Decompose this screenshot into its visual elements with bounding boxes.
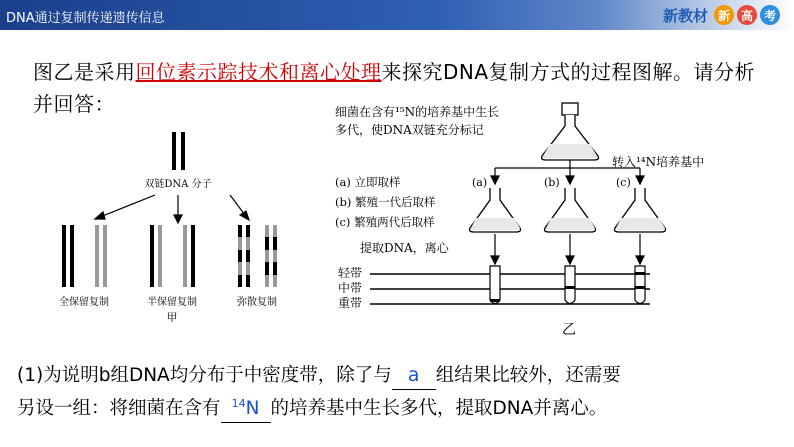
answer-2-sup: 14 [231,397,246,410]
yi-tag-a: (a) [472,176,488,189]
intro-part2: 来探究DNA复制方式的过程图解。请分析并回答： [33,60,756,116]
brand-circle-1: 新 [714,5,734,25]
yi-desc-line1: 细菌在含有¹⁵N的培养基中生长 [335,105,500,119]
answer-blank-1: a [392,363,436,390]
question-line-2 [17,391,607,423]
yi-tag-b: (b) [544,176,560,189]
figure-jia [50,125,290,335]
flask-b [545,188,596,232]
brand-circle-2: 高 [737,5,757,25]
flask-top [542,103,599,160]
jia-label: 甲 [166,311,178,324]
q-line1-part2: 组结果比较外，还需要 [435,365,621,386]
yi-desc-line2: 多代，使DNA双链充分标记 [335,123,484,137]
yi-step-c: (c) 繁殖两代后取样 [335,215,435,229]
yi-label: 乙 [562,322,576,338]
jia-top-label: 双链DNA 分子 [144,179,212,190]
band-heavy-label: 重带 [338,296,363,310]
intro-highlight: 回位素示踪技术和离心处理 [135,60,382,84]
band-mid-label: 中带 [338,281,363,295]
flask-a [470,188,521,232]
brand-text: 新教材 [662,6,708,25]
band-light-label: 轻带 [338,266,363,280]
header-title: DNA通过复制传递遗传信息 [6,11,165,26]
yi-step-a: (a) 立即取样 [335,175,401,189]
yi-tag-c: (c) [616,176,631,189]
answer-blank-2 [221,391,271,423]
question-line-1 [17,363,621,390]
yi-extract: 提取DNA，离心 [360,241,449,255]
q-line2-part1: 另设一组：将细菌在含有 [17,398,221,420]
brand-logo [663,4,780,26]
brand-circle-3: 考 [760,5,780,25]
intro-part1: 图乙是采用 [33,60,136,84]
header-bar [0,0,794,30]
figure-yi [330,100,710,340]
jia-label-disp: 弥散复制 [237,297,277,308]
q-line1-part1: (1)为说明b组DNA均分布于中密度带，除了与 [17,365,392,386]
q-line2-part2: 的培养基中生长多代，提取DNA并离心。 [270,398,608,420]
answer-2-main: N [245,398,260,420]
yi-step-b: (b) 繁殖一代后取样 [335,195,436,209]
jia-label-semi: 半保留复制 [147,297,197,308]
yi-transfer: 转入¹⁴N培养基中 [612,155,705,169]
flask-c [615,188,666,232]
jia-label-full: 全保留复制 [59,297,109,308]
